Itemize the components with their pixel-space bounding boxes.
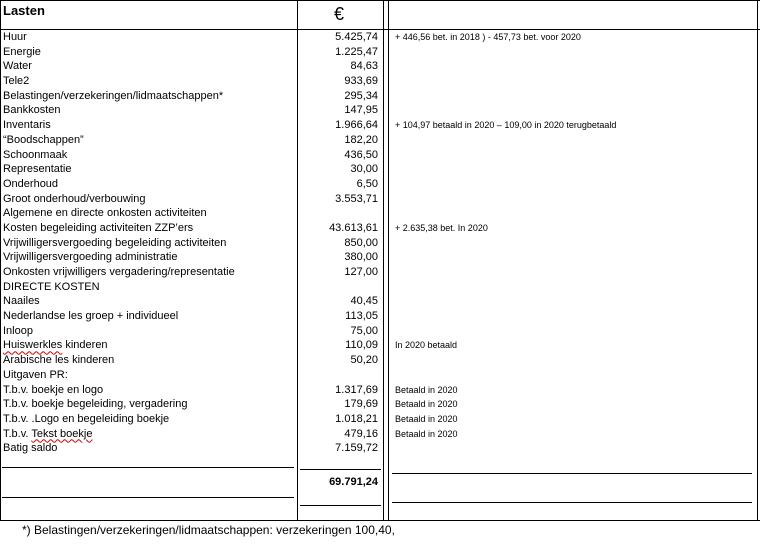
row-description: Schoonmaak xyxy=(3,148,68,161)
row-amount: 933,69 xyxy=(344,75,378,88)
table-row xyxy=(0,368,760,383)
row-description-part: T.b.v. xyxy=(3,427,32,440)
table-row xyxy=(0,236,760,251)
row-description: Tele2 xyxy=(3,75,30,88)
row-note: Betaald in 2020 xyxy=(395,428,458,439)
header-currency-symbol: € xyxy=(334,4,345,24)
row-description: Vrijwilligersvergoeding begeleiding activiteiten xyxy=(3,236,227,249)
row-amount: 6,50 xyxy=(356,177,378,190)
row-note: Betaald in 2020 xyxy=(395,399,458,410)
separator-note-2 xyxy=(392,502,752,503)
row-amount: 1.018,21 xyxy=(335,412,378,425)
row-description: Inloop xyxy=(3,324,33,337)
row-amount: 84,63 xyxy=(350,60,378,73)
table-row xyxy=(0,177,760,192)
table-row xyxy=(0,250,760,265)
row-amount: 850,00 xyxy=(344,236,378,249)
spellcheck-underlined-word: Tekst boekje xyxy=(31,427,93,440)
row-description: Belastingen/verzekeringen/lidmaatschappen* xyxy=(3,89,224,102)
row-description: Arabische les kinderen xyxy=(3,354,115,367)
table-bottom-border xyxy=(0,520,760,521)
total-amount: 69.791,24 xyxy=(329,476,378,488)
table-row xyxy=(0,148,760,163)
table-row xyxy=(0,221,760,236)
header-lasten: Lasten xyxy=(3,3,45,18)
row-amount: 127,00 xyxy=(344,266,378,278)
row-description: Uitgaven PR: xyxy=(3,368,68,381)
row-amount: 1.225,47 xyxy=(335,45,378,58)
row-amount: 147,95 xyxy=(344,104,378,117)
table-row xyxy=(0,324,760,339)
row-description-part: kinderen xyxy=(62,339,108,352)
table-row xyxy=(0,338,760,353)
row-description: Huur xyxy=(3,31,27,43)
table-row xyxy=(0,397,760,412)
table-row xyxy=(0,265,760,280)
row-note: + 446,56 bet. in 2018 ) - 457,73 bet. voor 2020 xyxy=(395,32,581,42)
row-description: T.b.v. boekje en logo xyxy=(3,383,104,396)
table-row xyxy=(0,59,760,74)
separator-desc-1 xyxy=(2,467,294,468)
row-amount: 3.553,71 xyxy=(335,192,378,205)
row-note: In 2020 betaald xyxy=(395,340,458,351)
row-amount: 75,00 xyxy=(350,324,378,337)
table-row xyxy=(0,30,760,45)
row-amount: 1.966,64 xyxy=(335,119,378,132)
row-description: Naailes xyxy=(3,295,40,308)
row-amount: 5.425,74 xyxy=(335,31,378,43)
row-amount: 182,20 xyxy=(344,133,378,146)
row-amount: 7.159,72 xyxy=(335,442,378,455)
row-description: “Boodschappen” xyxy=(3,133,84,146)
row-note: Betaald in 2020 xyxy=(395,384,458,395)
row-note: Betaald in 2020 xyxy=(395,413,458,424)
table-row xyxy=(0,133,760,148)
row-amount: 110,09 xyxy=(345,339,378,352)
separator-amount-1 xyxy=(300,469,381,470)
row-description xyxy=(3,338,108,353)
table-row xyxy=(0,162,760,177)
table-row xyxy=(0,45,760,60)
row-amount: 479,16 xyxy=(344,427,378,440)
spellcheck-underlined-word: Huiswerkles xyxy=(3,339,63,352)
separator-amount-2 xyxy=(300,505,381,506)
row-note: + 2.635,38 bet. In 2020 xyxy=(395,222,488,233)
row-description: Inventaris xyxy=(3,119,51,132)
table-row xyxy=(0,383,760,398)
table-row xyxy=(0,192,760,207)
row-amount: 50,20 xyxy=(350,354,378,367)
table-row xyxy=(0,206,760,221)
row-description: Representatie xyxy=(3,163,72,176)
table-row xyxy=(0,280,760,295)
row-description: Algemene en directe onkosten activiteiten xyxy=(3,207,207,220)
table-row xyxy=(0,103,760,118)
table-row xyxy=(0,89,760,104)
table-row xyxy=(0,118,760,133)
row-amount: 179,69 xyxy=(344,398,378,411)
row-amount: 436,50 xyxy=(344,148,378,161)
row-amount: 40,45 xyxy=(350,295,378,308)
table-row xyxy=(0,309,760,324)
table-row xyxy=(0,74,760,89)
table-row xyxy=(0,412,760,427)
footnote: *) Belastingen/verzekeringen/lidmaatschappen: verzekeringen 100,40, xyxy=(22,523,395,537)
row-amount: 113,05 xyxy=(345,310,378,323)
separator-desc-2 xyxy=(2,497,294,498)
table-row xyxy=(0,353,760,368)
row-description: Water xyxy=(3,60,32,73)
row-description: Vrijwilligersvergoeding administratie xyxy=(3,251,178,264)
row-description: T.b.v. boekje begeleiding, vergadering xyxy=(3,398,188,411)
row-amount: 30,00 xyxy=(350,163,378,176)
row-description: Groot onderhoud/verbouwing xyxy=(3,192,146,205)
row-description: DIRECTE KOSTEN xyxy=(3,280,100,293)
table-row xyxy=(0,441,760,456)
row-amount: 295,34 xyxy=(344,89,378,102)
separator-note-1 xyxy=(392,473,752,474)
row-description: T.b.v. .Logo en begeleiding boekje xyxy=(3,412,170,425)
row-amount: 43.613,61 xyxy=(329,221,378,234)
table-top-border xyxy=(0,0,760,1)
row-amount: 380,00 xyxy=(344,251,378,264)
row-note: + 104,97 betaald in 2020 – 109,00 in 2020 terugbetaald xyxy=(395,120,617,131)
table-row xyxy=(0,427,760,442)
row-description: Onderhoud xyxy=(3,177,59,190)
row-description: Kosten begeleiding activiteiten ZZP’ers xyxy=(3,221,194,234)
row-description: Batig saldo xyxy=(3,442,58,455)
expense-rows xyxy=(0,30,760,456)
row-amount: 1.317,69 xyxy=(335,383,378,396)
row-description: Bankkosten xyxy=(3,104,61,117)
row-description: Energie xyxy=(3,45,41,58)
row-description: Onkosten vrijwilligers vergadering/representatie xyxy=(3,266,235,278)
row-description xyxy=(3,427,92,442)
row-description: Nederlandse les groep + individueel xyxy=(3,310,179,323)
table-row xyxy=(0,294,760,309)
